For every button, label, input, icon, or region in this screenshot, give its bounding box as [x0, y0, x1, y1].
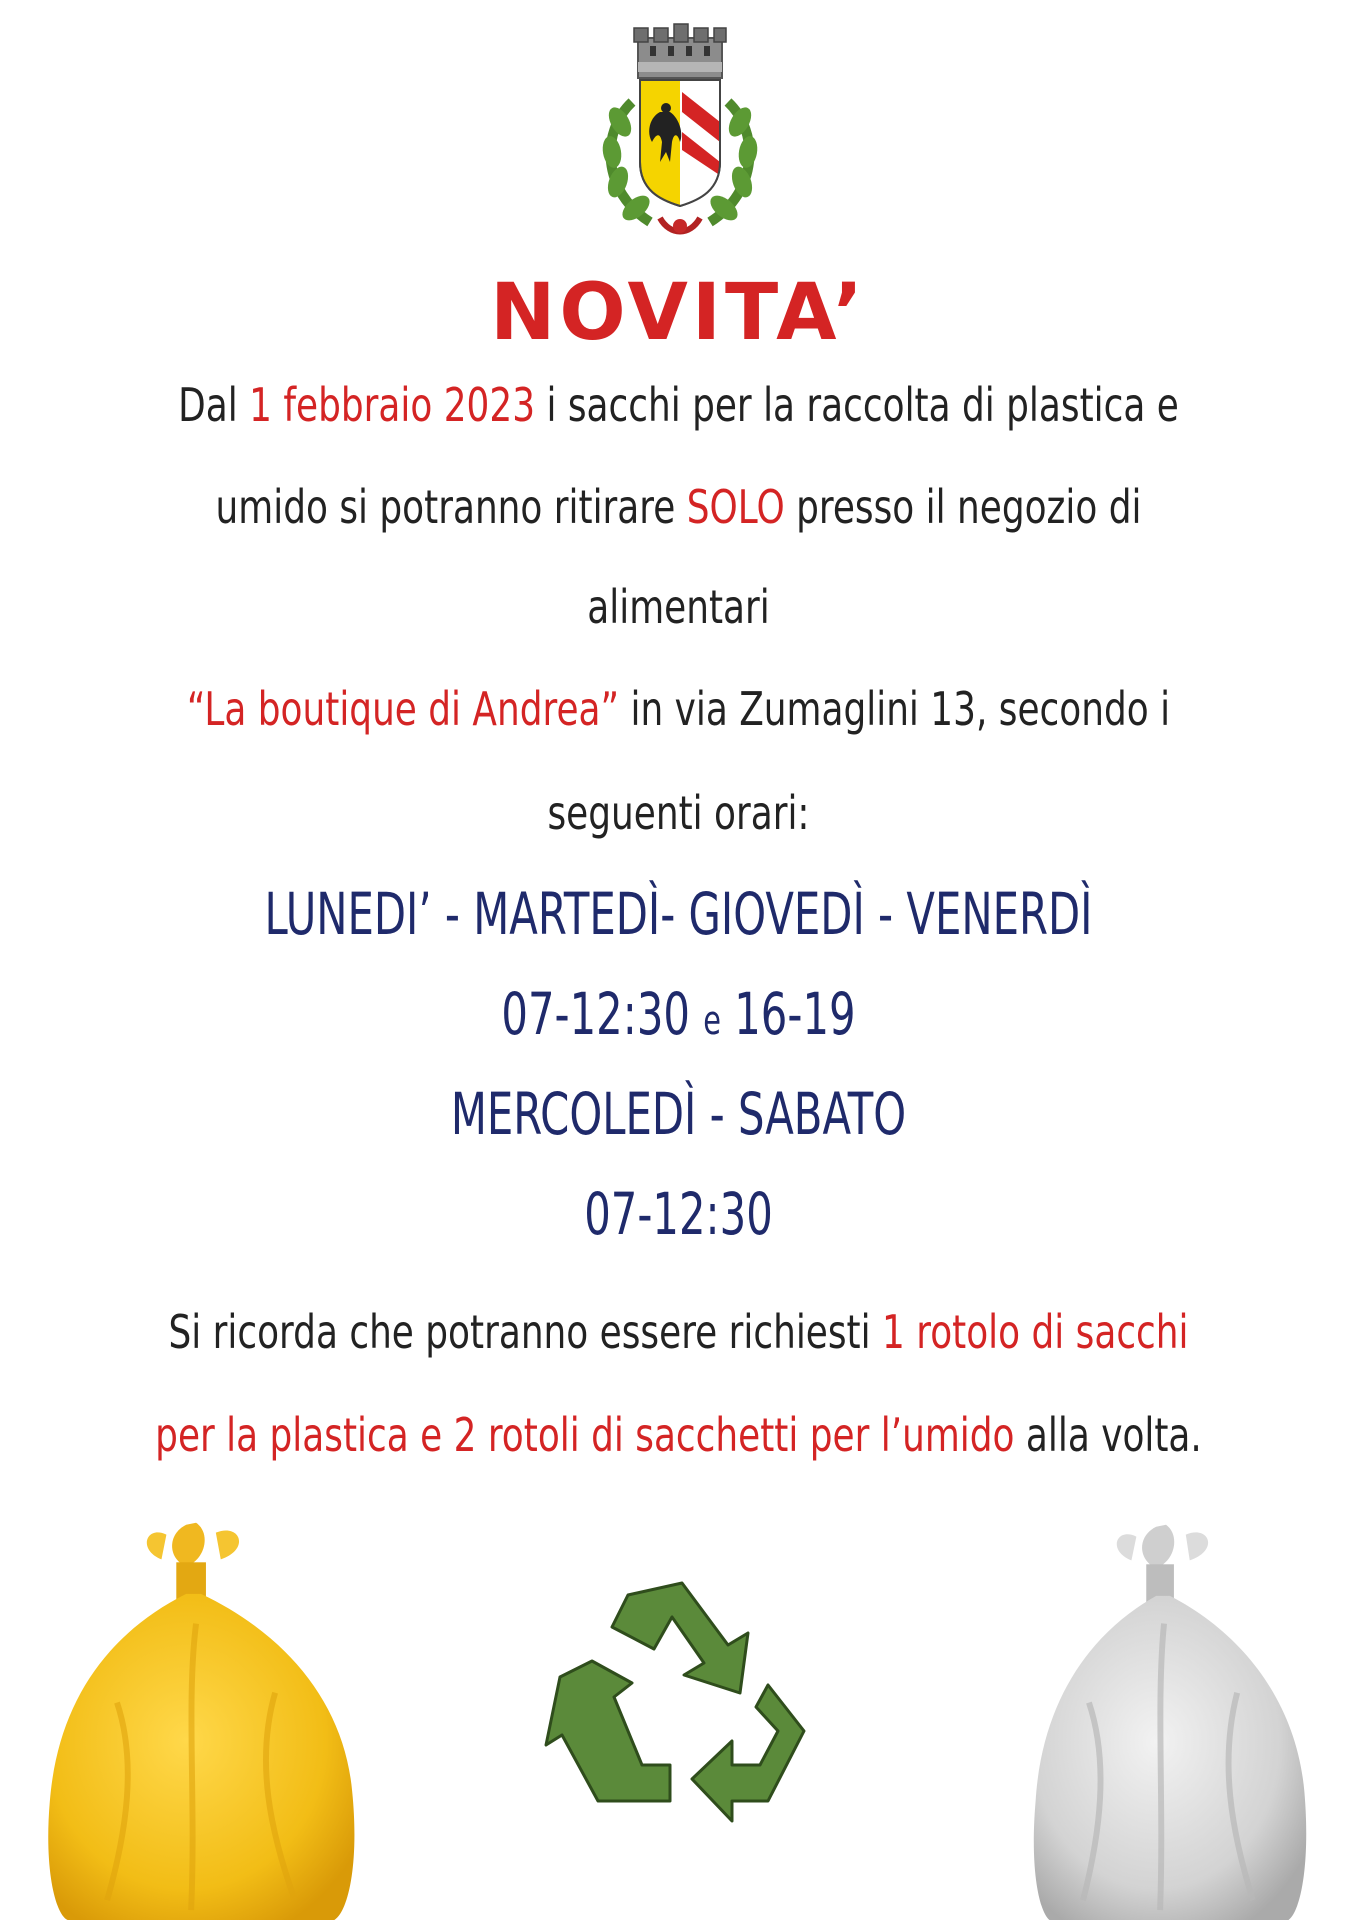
intro-line-4: [149, 682, 1207, 736]
intro-text: seguenti orari:: [547, 786, 810, 840]
hours-morning: 07-12:30: [501, 980, 704, 1048]
hours-conjunction: e: [703, 998, 721, 1044]
note-highlight: per la plastica e 2 rotoli di sacchetti per l’umido: [155, 1408, 1015, 1462]
intro-text: presso il negozio di: [784, 480, 1142, 534]
start-date: 1 febbraio 2023: [249, 378, 536, 432]
recycle-icon: [542, 1575, 820, 1831]
intro-text: i sacchi per la raccolta di plastica e: [535, 378, 1179, 432]
intro-line-2: [149, 480, 1207, 534]
intro-line-3: [149, 580, 1207, 634]
coat-of-arms-icon: [590, 22, 770, 244]
note-line-2: [149, 1408, 1207, 1462]
intro-text: umido si potranno ritirare: [215, 480, 687, 534]
schedule-hours-2: 07-12:30: [584, 1180, 773, 1248]
solo-highlight: SOLO: [686, 480, 785, 534]
page-title: NOVITA’: [490, 268, 867, 358]
yellow-trash-bag-icon: [36, 1505, 366, 1920]
hours-afternoon: 16-19: [720, 980, 856, 1048]
schedule-days-2: MERCOLEDÌ - SABATO: [450, 1080, 907, 1148]
note-text: alla volta.: [1014, 1408, 1202, 1462]
schedule-hours-1: [190, 980, 1167, 1048]
note-text: Si ricorda che potranno essere richiesti: [168, 1305, 883, 1359]
intro-line-5: [149, 786, 1207, 840]
shop-name: “La boutique di Andrea”: [186, 682, 620, 736]
note-line-1: [149, 1305, 1207, 1359]
schedule-days-1: LUNEDI’ - MARTEDÌ- GIOVEDÌ - VENERDÌ: [264, 880, 1093, 948]
white-trash-bag-icon: [1018, 1505, 1318, 1920]
shop-address: in via Zumaglini 13, secondo i: [619, 682, 1171, 736]
intro-line-1: [149, 378, 1207, 432]
note-highlight: 1 rotolo di sacchi: [882, 1305, 1189, 1359]
intro-text: Dal: [178, 378, 250, 432]
intro-text: alimentari: [587, 580, 770, 634]
